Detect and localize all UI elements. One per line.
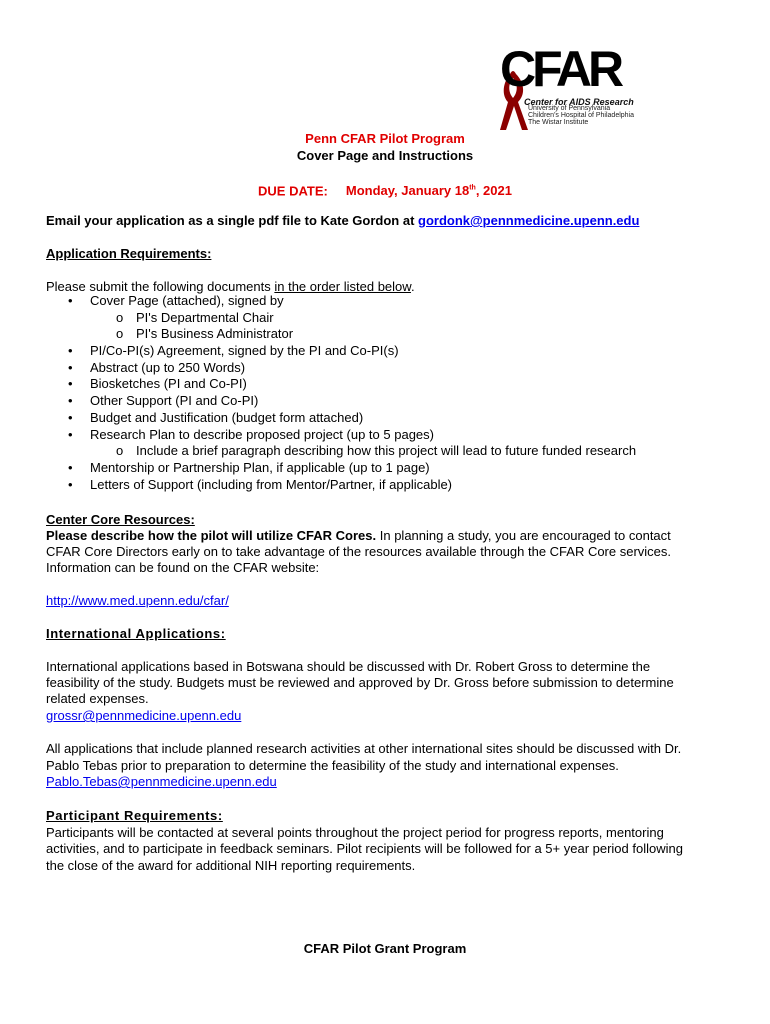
participant-line-3: the close of the award for additional NIH reporting requirements. [46, 858, 416, 873]
footer-title: CFAR Pilot Grant Program [303, 941, 467, 956]
list-item-text: PI's Departmental Chair [136, 309, 274, 325]
international-p2-line-2: Pablo Tebas prior to preparation to determine the feasibility of the study and international expenses. [46, 758, 619, 773]
list-item-text: Other Support (PI and Co-PI) [90, 393, 259, 409]
email-instruction [46, 213, 639, 230]
email-link-gross[interactable]: grossr@pennmedicine.upenn.edu [46, 708, 242, 723]
list-item-text: Mentorship or Partnership Plan, if applicable (up to 1 page) [90, 459, 430, 475]
bullet-marker: • [68, 409, 73, 425]
sub-bullet-marker: o [116, 309, 124, 325]
requirements-intro: Please submit the following documents in the order listed below. [46, 279, 415, 294]
core-resources-line-1: Please describe how the pilot will utilize CFAR Cores. In planning a study, you are encouraged to contact [46, 528, 671, 543]
sub-bullet-marker: o [116, 443, 124, 459]
bullet-marker: • [68, 293, 73, 308]
page-subtitle: Cover Page and Instructions [296, 148, 474, 163]
international-p1-line-1: International applications based in Botswana should be discussed with Dr. Robert Gross to determine the [46, 659, 651, 674]
cfar-affiliation-1: University of Pennsylvania [528, 105, 611, 112]
core-resources-heading: Center Core Resources: [46, 512, 195, 527]
international-heading: International Applications: [46, 626, 226, 641]
list-item-text: Cover Page (attached), signed by [90, 293, 284, 308]
cfar-subtitle: Center for AIDS Research [524, 97, 634, 107]
cfar-logo [496, 41, 636, 130]
bullet-marker: • [68, 476, 73, 492]
list-item-text: PI/Co-PI(s) Agreement, signed by the PI and Co-PI(s) [90, 343, 399, 359]
core-resources-line-2: CFAR Core Directors early on to take advantage of the resources available through the CFAR Core services. [46, 544, 672, 559]
email-link-gordon[interactable]: gordonk@pennmedicine.upenn.edu [418, 213, 640, 228]
bullet-marker: • [68, 359, 73, 375]
due-date-value: Monday, January 18th, 2021 [345, 183, 512, 199]
list-item-text: Budget and Justification (budget form attached) [90, 409, 364, 425]
list-item-text: Include a brief paragraph describing how this project will lead to future funded research [136, 443, 637, 459]
participant-line-2: activities, and to participate in feedback seminars. Pilot recipients will be followed for a 5+ year period following [46, 841, 683, 856]
due-date-line [0, 181, 770, 200]
due-date-label: DUE DATE: [258, 183, 328, 199]
participant-line-1: Participants will be contacted at several points throughout the project period for progress reports, mentoring [46, 825, 664, 840]
bullet-marker: • [68, 459, 73, 475]
bullet-marker: • [68, 426, 73, 442]
application-requirements-heading: Application Requirements: [46, 246, 212, 261]
cfar-website-link[interactable]: http://www.med.upenn.edu/cfar/ [46, 593, 229, 608]
sub-bullet-marker: o [116, 326, 124, 342]
list-item-text: Research Plan to describe proposed project (up to 5 pages) [90, 426, 434, 442]
bullet-marker: • [68, 343, 73, 359]
international-p1-line-2: feasibility of the study. Budgets must be reviewed and approved by Dr. Gross before submission to determine [46, 675, 674, 690]
cfar-letters: CFAR [500, 41, 621, 97]
list-item-text: Biosketches (PI and Co-PI) [90, 376, 247, 392]
bullet-marker: • [68, 376, 73, 392]
core-resources-line-3: Information can be found on the CFAR website: [46, 560, 320, 575]
cfar-affiliation-2: Children's Hospital of Philadelphia [528, 112, 635, 119]
international-p2-line-1: All applications that include planned research activities at other international sites should be discussed with Dr. [46, 741, 682, 756]
email-link-tebas[interactable]: Pablo.Tebas@pennmedicine.upenn.edu [46, 774, 277, 789]
list-item-text: Abstract (up to 250 Words) [90, 359, 246, 375]
list-item-text: Letters of Support (including from Mentor/Partner, if applicable) [90, 476, 453, 492]
email-instruction-text: Email your application as a single pdf file to Kate Gordon at [46, 213, 419, 228]
participant-heading: Participant Requirements: [46, 808, 223, 823]
international-p1-line-3: related expenses. [46, 691, 149, 706]
program-title: Penn CFAR Pilot Program [305, 131, 465, 146]
cfar-affiliation-3: The Wistar Institute [528, 119, 589, 126]
list-item-text: PI's Business Administrator [136, 326, 294, 342]
bullet-marker: • [68, 393, 73, 409]
